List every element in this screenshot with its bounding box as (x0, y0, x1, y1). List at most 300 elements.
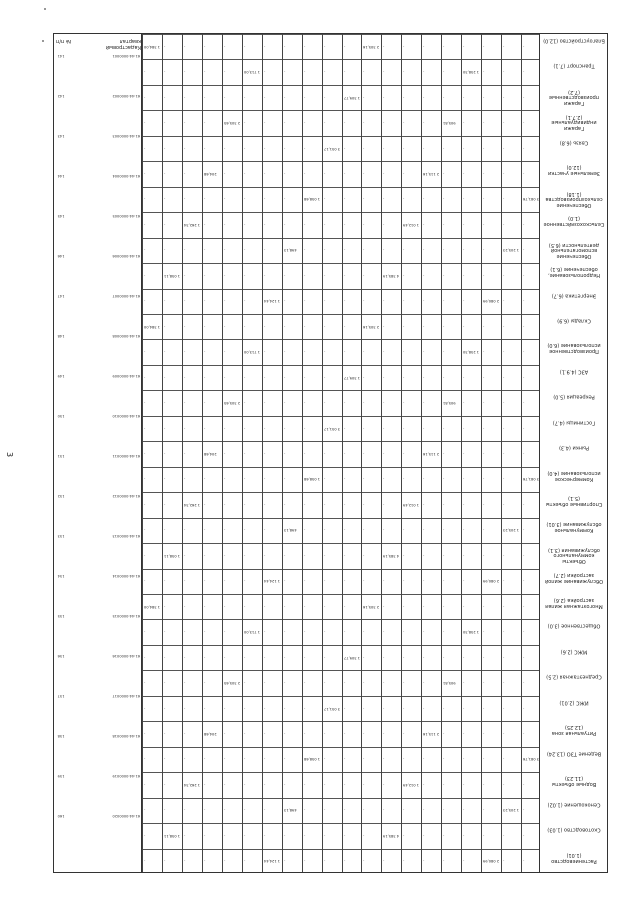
empty-cell-dash: - (523, 146, 525, 151)
table-value: 498,13 (283, 528, 297, 533)
table-value: 1 058,11 (163, 273, 180, 278)
empty-cell-dash: - (163, 782, 166, 787)
empty-cell-dash: - (263, 502, 265, 507)
row-index: 144 (57, 174, 65, 178)
empty-cell-dash: - (303, 833, 305, 838)
empty-cell-dash: - (523, 452, 525, 456)
header-index: № п/п (56, 38, 72, 44)
empty-cell-dash: - (403, 808, 405, 813)
column-header: Водные объекты (11.23) (551, 775, 597, 788)
empty-cell-dash: - (144, 426, 146, 431)
empty-cell-dash: - (483, 248, 485, 253)
empty-cell-dash: - (463, 477, 465, 482)
empty-cell-dash: - (523, 121, 525, 126)
empty-cell-dash: - (283, 95, 285, 100)
empty-cell-dash: - (423, 273, 425, 278)
empty-cell-dash: - (463, 502, 465, 507)
empty-cell-dash: - (203, 528, 206, 533)
empty-cell-dash: - (423, 579, 425, 584)
empty-cell-dash: - (243, 655, 245, 660)
empty-cell-dash: - (323, 401, 325, 406)
empty-cell-dash: - (523, 172, 525, 176)
table-value: 1 258,30 (463, 70, 480, 75)
row-cadastral-code: 61:44:0000013 (112, 534, 140, 538)
empty-cell-dash: - (523, 44, 525, 49)
empty-cell-dash: - (223, 859, 226, 864)
empty-cell-dash: - (144, 655, 146, 660)
empty-cell-dash: - (443, 604, 445, 609)
empty-cell-dash: - (163, 757, 166, 762)
empty-cell-dash: - (303, 426, 305, 431)
empty-cell-dash: - (263, 121, 265, 126)
empty-cell-dash: - (283, 833, 285, 838)
empty-cell-dash: - (263, 528, 265, 533)
empty-cell-dash: - (223, 630, 226, 635)
empty-cell-dash: - (503, 273, 505, 278)
empty-cell-dash: - (163, 146, 166, 151)
empty-cell-dash: - (223, 197, 226, 202)
empty-cell-dash: - (144, 172, 146, 176)
empty-cell-dash: - (223, 452, 226, 456)
empty-cell-dash: - (243, 324, 245, 329)
empty-cell-dash: - (443, 579, 445, 584)
empty-cell-dash: - (523, 502, 525, 507)
row-cadastral-code: 61:44:0000011 (112, 454, 140, 458)
empty-cell-dash: - (283, 121, 285, 126)
column-header: Рекреация (5.0) (553, 393, 595, 400)
empty-cell-dash: - (303, 172, 305, 176)
empty-cell-dash: - (343, 706, 345, 711)
empty-cell-dash: - (363, 248, 365, 253)
empty-cell-dash: - (503, 477, 505, 482)
empty-cell-dash: - (383, 579, 385, 584)
empty-cell-dash: - (403, 452, 405, 456)
row-cadastral-code: 61:44:0000019 (112, 774, 140, 778)
empty-cell-dash: - (323, 248, 325, 253)
empty-cell-dash: - (303, 273, 305, 278)
empty-cell-dash: - (243, 426, 245, 431)
empty-cell-dash: - (144, 299, 146, 304)
table-value: 3 081,76 (523, 757, 540, 762)
empty-cell-dash: - (343, 477, 345, 482)
table-value: 1 205,23 (503, 248, 520, 253)
empty-cell-dash: - (163, 528, 166, 533)
empty-cell-dash: - (203, 833, 206, 838)
empty-cell-dash: - (403, 604, 405, 609)
row-cadastral-code: 61:44:0000012 (112, 494, 140, 498)
row-divider (142, 34, 146, 872)
row-divider (242, 34, 243, 872)
empty-cell-dash: - (183, 248, 186, 253)
empty-cell-dash: - (483, 324, 485, 329)
column-header: Объекты коммунального обслуживания (3.1) (548, 546, 600, 564)
empty-cell-dash: - (443, 350, 445, 355)
empty-cell-dash: - (283, 859, 285, 864)
row-index: 160 (57, 814, 65, 818)
column-header: Ритуальная зона (12.25) (551, 724, 597, 737)
column-header: Коммунальное обслуживание (3.01) (546, 521, 602, 533)
empty-cell-dash: - (423, 528, 425, 533)
empty-cell-dash: - (183, 197, 186, 202)
empty-cell-dash: - (483, 732, 485, 736)
table-value: 4 385,19 (383, 273, 400, 278)
empty-cell-dash: - (343, 808, 345, 813)
empty-cell-dash: - (423, 350, 425, 355)
empty-cell-dash: - (303, 604, 305, 609)
empty-cell-dash: - (423, 630, 425, 635)
empty-cell-dash: - (343, 197, 345, 202)
empty-cell-dash: - (403, 706, 405, 711)
empty-cell-dash: - (223, 706, 226, 711)
empty-cell-dash: - (263, 95, 265, 100)
table-value: 1 058,11 (163, 553, 180, 558)
empty-cell-dash: - (343, 299, 345, 304)
header-code: Кадастровый квартал (105, 38, 141, 50)
row-cadastral-code: 61:44:0000020 (112, 814, 140, 818)
empty-cell-dash: - (423, 426, 425, 431)
empty-cell-dash: - (423, 197, 425, 202)
empty-cell-dash: - (523, 426, 525, 431)
empty-cell-dash: - (343, 681, 345, 686)
empty-cell-dash: - (183, 477, 186, 482)
empty-cell-dash: - (303, 299, 305, 304)
empty-cell-dash: - (463, 553, 465, 558)
empty-cell-dash: - (144, 350, 146, 355)
table-value: 1 205,23 (503, 808, 520, 813)
empty-cell-dash: - (363, 681, 365, 686)
empty-cell-dash: - (223, 44, 226, 49)
empty-cell-dash: - (323, 833, 325, 838)
empty-cell-dash: - (263, 681, 265, 686)
empty-cell-dash: - (323, 655, 325, 660)
row-cadastral-code: 61:44:0000010 (112, 414, 140, 418)
table-value: 905,81 (443, 681, 456, 686)
empty-cell-dash: - (423, 782, 425, 787)
row-divider (322, 34, 323, 872)
empty-cell-dash: - (423, 706, 425, 711)
table-value: 4 385,19 (383, 553, 400, 558)
empty-cell-dash: - (503, 197, 505, 202)
empty-cell-dash: - (243, 808, 245, 813)
empty-cell-dash: - (323, 375, 325, 380)
empty-cell-dash: - (303, 44, 305, 49)
empty-cell-dash: - (463, 222, 465, 227)
empty-cell-dash: - (303, 350, 305, 355)
empty-cell-dash: - (403, 350, 405, 355)
empty-cell-dash: - (183, 172, 186, 176)
empty-cell-dash: - (503, 299, 505, 304)
table-value: 204,68 (203, 452, 217, 456)
row-cadastral-code: 61:44:0000001 (112, 54, 140, 58)
empty-cell-dash: - (223, 426, 226, 431)
empty-cell-dash: - (303, 782, 305, 787)
empty-cell-dash: - (483, 70, 485, 75)
empty-cell-dash: - (163, 121, 166, 126)
empty-cell-dash: - (383, 146, 385, 151)
empty-cell-dash: - (183, 350, 186, 355)
empty-cell-dash: - (423, 655, 425, 660)
empty-cell-dash: - (443, 172, 445, 176)
row-cadastral-code: 61:44:0000017 (112, 694, 140, 698)
empty-cell-dash: - (283, 324, 285, 329)
row-cadastral-code: 61:44:0000016 (112, 654, 140, 658)
empty-cell-dash: - (323, 630, 325, 635)
row-index: 151 (57, 454, 65, 458)
empty-cell-dash: - (423, 324, 425, 329)
table-value: 2 305,65 (223, 681, 240, 686)
empty-cell-dash: - (363, 222, 365, 227)
empty-cell-dash: - (383, 681, 385, 686)
empty-cell-dash: - (303, 706, 305, 711)
table-value: 3 081,76 (523, 477, 540, 482)
empty-cell-dash: - (323, 502, 325, 507)
empty-cell-dash: - (144, 401, 146, 406)
empty-cell-dash: - (243, 222, 245, 227)
row-index: 146 (57, 254, 65, 258)
empty-cell-dash: - (303, 502, 305, 507)
empty-cell-dash: - (243, 553, 245, 558)
empty-cell-dash: - (483, 502, 485, 507)
empty-cell-dash: - (463, 95, 465, 100)
empty-cell-dash: - (283, 502, 285, 507)
row-index: 142 (57, 94, 65, 98)
empty-cell-dash: - (443, 833, 445, 838)
empty-cell-dash: - (403, 197, 405, 202)
table-value: 1 262,34 (183, 222, 200, 227)
empty-cell-dash: - (403, 579, 405, 584)
empty-cell-dash: - (223, 553, 226, 558)
empty-cell-dash: - (283, 655, 285, 660)
empty-cell-dash: - (323, 604, 325, 609)
column-header: Склады (6.9) (557, 317, 591, 324)
empty-cell-dash: - (383, 248, 385, 253)
empty-cell-dash: - (443, 299, 445, 304)
empty-cell-dash: - (163, 732, 166, 736)
empty-cell-dash: - (283, 630, 285, 635)
empty-cell-dash: - (343, 782, 345, 787)
empty-cell-dash: - (144, 477, 146, 482)
empty-cell-dash: - (523, 655, 525, 660)
empty-cell-dash: - (363, 782, 365, 787)
empty-cell-dash: - (303, 401, 305, 406)
empty-cell-dash: - (443, 808, 445, 813)
empty-cell-dash: - (203, 782, 206, 787)
empty-cell-dash: - (243, 121, 245, 126)
row-cadastral-code: 61:44:0000008 (112, 334, 140, 338)
empty-cell-dash: - (223, 273, 226, 278)
empty-cell-dash: - (223, 70, 226, 75)
empty-cell-dash: - (483, 528, 485, 533)
empty-cell-dash: - (383, 44, 385, 49)
empty-cell-dash: - (243, 248, 245, 253)
empty-cell-dash: - (423, 44, 425, 49)
empty-cell-dash: - (343, 833, 345, 838)
empty-cell-dash: - (223, 299, 226, 304)
table-value: 1 713,00 (243, 70, 260, 75)
empty-cell-dash: - (243, 452, 245, 456)
empty-cell-dash: - (403, 528, 405, 533)
empty-cell-dash: - (363, 706, 365, 711)
empty-cell-dash: - (283, 44, 285, 49)
empty-cell-dash: - (303, 222, 305, 227)
empty-cell-dash: - (383, 604, 385, 609)
empty-cell-dash: - (163, 197, 166, 202)
empty-cell-dash: - (463, 248, 465, 253)
empty-cell-dash: - (463, 375, 465, 380)
empty-cell-dash: - (343, 70, 345, 75)
empty-cell-dash: - (183, 553, 186, 558)
table-value: 1 258,30 (463, 630, 480, 635)
empty-cell-dash: - (263, 248, 265, 253)
empty-cell-dash: - (163, 604, 166, 609)
empty-cell-dash: - (483, 401, 485, 406)
empty-cell-dash: - (183, 655, 186, 660)
empty-cell-dash: - (203, 706, 206, 711)
column-header: Гаражи производственные (7.2) (548, 88, 600, 106)
empty-cell-dash: - (483, 222, 485, 227)
column-header: Транспорт (7.1) (553, 63, 595, 70)
row-cadastral-code: 61:44:0000014 (112, 574, 140, 578)
empty-cell-dash: - (144, 553, 146, 558)
empty-cell-dash: - (183, 44, 186, 49)
empty-cell-dash: - (483, 273, 485, 278)
empty-cell-dash: - (243, 502, 245, 507)
empty-cell-dash: - (363, 273, 365, 278)
empty-cell-dash: - (303, 121, 305, 126)
empty-cell-dash: - (523, 859, 525, 864)
empty-cell-dash: - (283, 273, 285, 278)
table-value: 2 305,16 (363, 324, 380, 329)
empty-cell-dash: - (183, 706, 186, 711)
empty-cell-dash: - (343, 146, 345, 151)
empty-cell-dash: - (443, 248, 445, 253)
page-number: 3 (5, 452, 14, 458)
empty-cell-dash: - (223, 782, 226, 787)
row-index: 141 (57, 54, 65, 58)
empty-cell-dash: - (443, 70, 445, 75)
table-value: 1 384,00 (144, 44, 161, 49)
empty-cell-dash: - (423, 859, 425, 864)
empty-cell-dash: - (263, 706, 265, 711)
empty-cell-dash: - (203, 477, 206, 482)
empty-cell-dash: - (403, 44, 405, 49)
empty-cell-dash: - (323, 299, 325, 304)
empty-cell-dash: - (523, 706, 525, 711)
empty-cell-dash: - (203, 757, 206, 762)
empty-cell-dash: - (223, 833, 226, 838)
empty-cell-dash: - (363, 579, 365, 584)
empty-cell-dash: - (303, 146, 305, 151)
empty-cell-dash: - (483, 452, 485, 456)
empty-cell-dash: - (503, 579, 505, 584)
row-divider (302, 34, 303, 872)
table-value: 2 115,16 (423, 732, 440, 736)
empty-cell-dash: - (503, 859, 505, 864)
empty-cell-dash: - (163, 706, 166, 711)
empty-cell-dash: - (463, 757, 465, 762)
empty-cell-dash: - (423, 375, 425, 380)
table-value: 3 051,17 (323, 706, 340, 711)
empty-cell-dash: - (203, 426, 206, 431)
row-divider (342, 34, 343, 872)
empty-cell-dash: - (423, 121, 425, 126)
empty-cell-dash: - (443, 655, 445, 660)
empty-cell-dash: - (243, 299, 245, 304)
empty-cell-dash: - (203, 121, 206, 126)
table-value: 2 305,16 (363, 44, 380, 49)
row-cadastral-code: 61:44:0000006 (112, 254, 140, 258)
empty-cell-dash: - (183, 859, 186, 864)
column-header: Обслуживание жилой застройки (2.7) (544, 572, 604, 584)
empty-cell-dash: - (523, 630, 525, 635)
empty-cell-dash: - (243, 681, 245, 686)
empty-cell-dash: - (523, 95, 525, 100)
empty-cell-dash: - (283, 732, 285, 736)
empty-cell-dash: - (343, 553, 345, 558)
empty-cell-dash: - (263, 70, 265, 75)
empty-cell-dash: - (443, 426, 445, 431)
empty-cell-dash: - (243, 172, 245, 176)
empty-cell-dash: - (403, 95, 405, 100)
empty-cell-dash: - (163, 350, 166, 355)
empty-cell-dash: - (183, 375, 186, 380)
empty-cell-dash: - (243, 782, 245, 787)
column-header: Производственное использование (6.0) (547, 343, 601, 355)
empty-cell-dash: - (203, 248, 206, 253)
empty-cell-dash: - (144, 95, 146, 100)
empty-cell-dash: - (144, 528, 146, 533)
table-value: 1 258,30 (463, 350, 480, 355)
empty-cell-dash: - (243, 706, 245, 711)
column-header: Гаражи индивидуальные (2.7.1) (551, 113, 597, 132)
empty-cell-dash: - (183, 833, 186, 838)
empty-cell-dash: - (363, 299, 365, 304)
empty-cell-dash: - (483, 121, 485, 126)
empty-cell-dash: - (343, 44, 345, 49)
row-divider (521, 34, 525, 872)
empty-cell-dash: - (383, 350, 385, 355)
table-value: 498,13 (283, 808, 297, 813)
empty-cell-dash: - (403, 655, 405, 660)
empty-cell-dash: - (183, 146, 186, 151)
empty-cell-dash: - (163, 579, 166, 584)
empty-cell-dash: - (483, 782, 485, 787)
empty-cell-dash: - (503, 426, 505, 431)
empty-cell-dash: - (263, 553, 265, 558)
empty-cell-dash: - (223, 757, 226, 762)
empty-cell-dash: - (403, 146, 405, 151)
empty-cell-dash: - (463, 299, 465, 304)
row-index: 157 (57, 694, 65, 698)
empty-cell-dash: - (443, 375, 445, 380)
empty-cell-dash: - (183, 604, 186, 609)
empty-cell-dash: - (403, 757, 405, 762)
empty-cell-dash: - (363, 553, 365, 558)
empty-cell-dash: - (243, 757, 245, 762)
empty-cell-dash: - (463, 452, 465, 456)
empty-cell-dash: - (403, 273, 405, 278)
row-index: 156 (57, 654, 65, 658)
empty-cell-dash: - (523, 528, 525, 533)
empty-cell-dash: - (463, 706, 465, 711)
empty-cell-dash: - (523, 604, 525, 609)
table-value: 1 205,23 (503, 528, 520, 533)
empty-cell-dash: - (283, 553, 285, 558)
empty-cell-dash: - (343, 859, 345, 864)
empty-cell-dash: - (163, 299, 166, 304)
empty-cell-dash: - (144, 782, 146, 787)
empty-cell-dash: - (443, 222, 445, 227)
